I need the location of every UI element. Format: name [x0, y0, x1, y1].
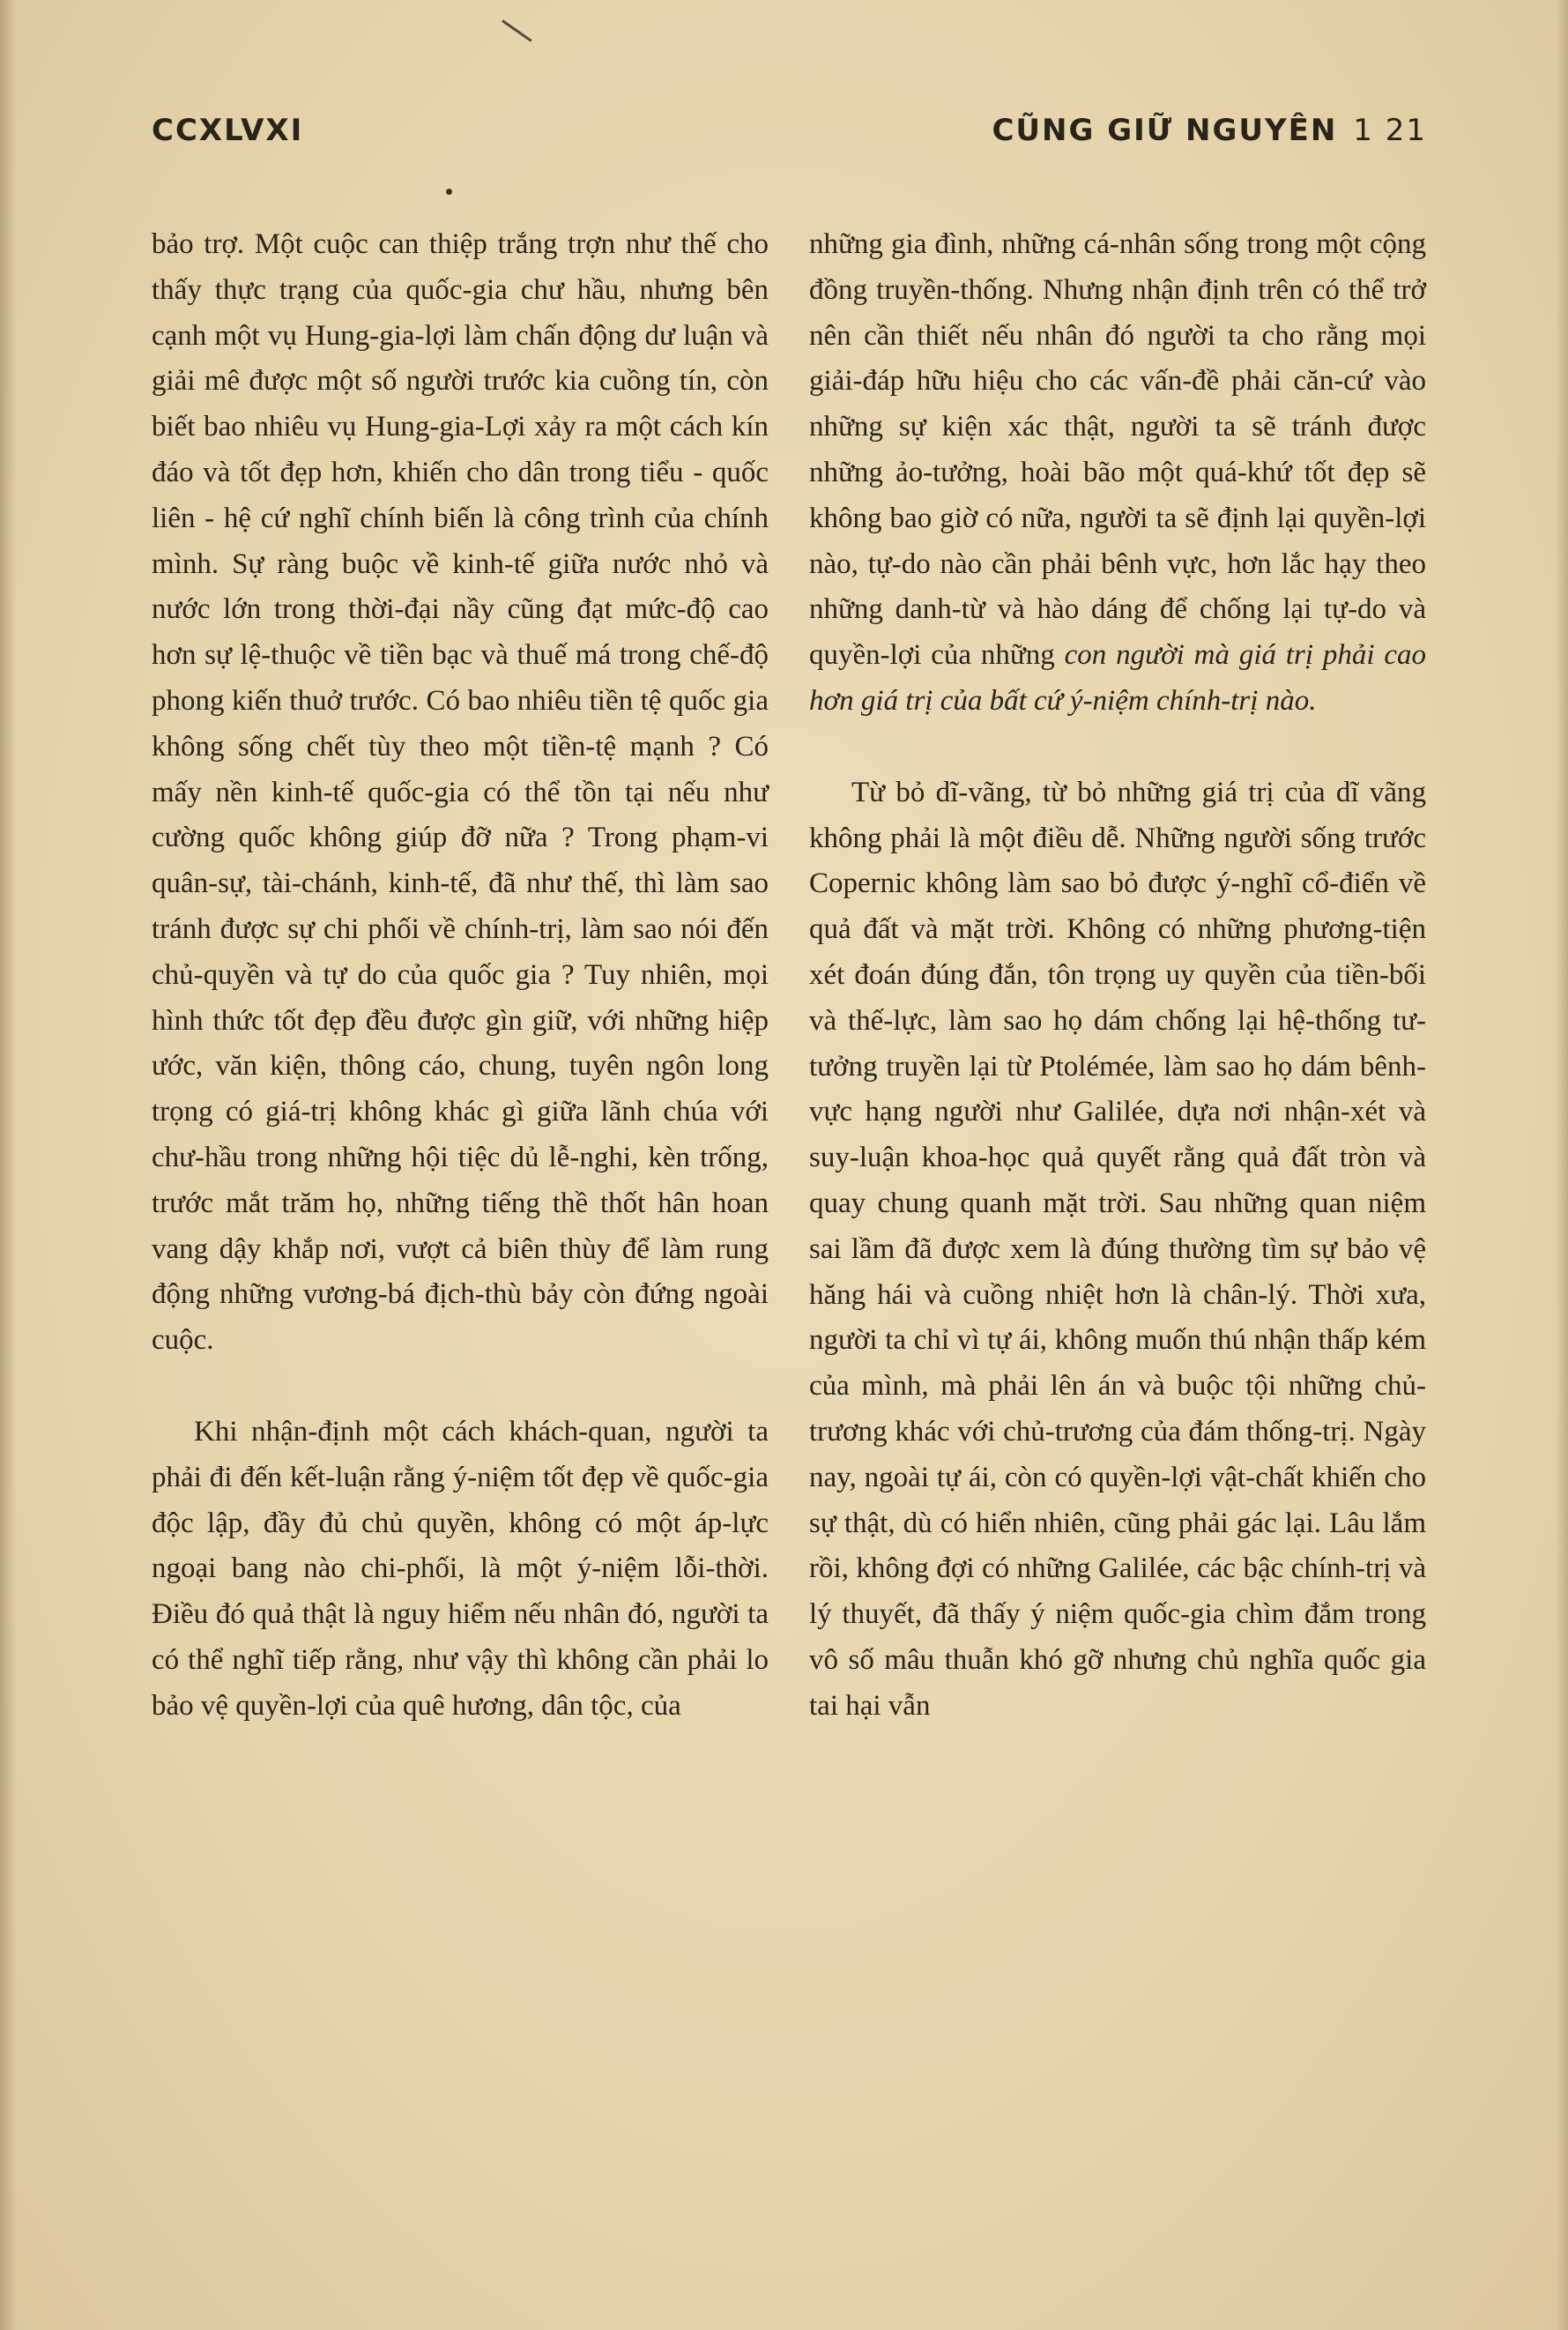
right-paragraph-1-italic: con người mà giá trị phải cao hơn giá trị của bất cứ ý-niệm chính-trị nào. [809, 639, 1426, 717]
page-edge-left [0, 0, 16, 2330]
ink-dot [446, 189, 452, 195]
right-paragraph-1 [809, 222, 1426, 725]
page-number: 1 21 [1353, 113, 1427, 148]
right-column [809, 222, 1426, 1730]
page-edge-right [1556, 0, 1568, 2330]
right-paragraph-2: Từ bỏ dĩ-vãng, từ bỏ những giá trị của dĩ vãng không phải là một điều dễ. Những người sống trước Copernic không làm sao bỏ được ý-nghĩ cổ-điển về quả đất và mặt trời. Không có những phương-tiện xét đoán đúng đắn, tôn trọng uy quyền của tiền-bối và thế-lực, làm sao họ dám chống lại hệ-thống tư-tưởng truyền lại từ Ptolémée, làm sao họ dám bênh-vực hạng người như Galilée, dựa nơi nhận-xét và suy-luận khoa-học quả quyết rằng quả đất tròn và quay chung quanh mặt trời. Sau những quan niệm sai lầm đã được xem là đúng thường tìm sự bảo vệ hăng hái và cuồng nhiệt hơn là chân-lý. Thời xưa, người ta chỉ vì tự ái, không muốn thú nhận thấp kém của mình, mà phải lên án và buộc tội những chủ-trương khác với chủ-trương của đám thống-trị. Ngày nay, ngoài tự ái, còn có quyền-lợi vật-chất khiến cho sự thật, dù có hiển nhiên, cũng phải gác lại. Lâu lắm rồi, không đợi có những Galilée, các bậc chính-trị và lý thuyết, đã thấy ý niệm quốc-gia chìm đắm trong vô số mâu thuẫn khó gỡ nhưng chủ nghĩa quốc gia tai hại vẫn [809, 776, 1426, 1722]
left-paragraph-1: bảo trợ. Một cuộc can thiệp trắng trợn như thế cho thấy thực trạng của quốc-gia chư hầu, nhưng bên cạnh một vụ Hung-gia-lợi làm chấn động dư luận và giải mê được một số người trước kia cuồng tín, còn biết bao nhiêu vụ Hung-gia-Lợi xảy ra một cách kín đáo và tốt đẹp hơn, khiến cho dân trong tiểu - quốc liên - hệ cứ nghĩ chính biến là công trình của chính mình. Sự ràng buộc về kinh-tế giữa nước nhỏ và nước lớn trong thời-đại nầy cũng đạt mức-độ cao hơn sự lệ-thuộc về tiền bạc và thuế má trong chế-độ phong kiến thuở trước. Có bao nhiêu tiền tệ quốc gia không sống chết tùy theo một tiền-tệ mạnh ? Có mấy nền kinh-tế quốc-gia có thể tồn tại nếu như cường quốc không giúp đỡ nữa ? Trong phạm-vi quân-sự, tài-chánh, kinh-tế, đã như thế, thì làm sao tránh được sự chi phối về chính-trị, làm sao nói đến chủ-quyền và tự do của quốc gia ? Tuy nhiên, mọi hình thức tốt đẹp đều được gìn giữ, với những hiệp ước, văn kiện, thông cáo, chung, tuyên ngôn long trọng có giá-trị không khác gì giữa lãnh chúa với chư-hầu trong những hội tiệc dủ lễ-nghi, kèn trống, trước mắt trăm họ, những tiếng thề thốt hân hoan vang dậy khắp nơi, vượt cả biên thùy để làm rung động những vương-bá địch-thù bảy còn đứng ngoài cuộc. [152, 228, 769, 1357]
running-header-left: CCXLVXI [152, 113, 304, 148]
left-paragraph-2: Khi nhận-định một cách khách-quan, người ta phải đi đến kết-luận rằng ý-niệm tốt đẹp về quốc-gia độc lập, đầy đủ chủ quyền, không có một áp-lực ngoại bang nào chi-phối, là một ý-niệm lỗi-thời. Điều đó quả thật là nguy hiểm nếu nhân đó, người ta có thể nghĩ tiếp rằng, như vậy thì không cần phải lo bảo vệ quyền-lợi của quê hương, dân tộc, của [152, 1415, 769, 1722]
running-header-right [992, 113, 1427, 148]
right-paragraph-1-text: những gia đình, những cá-nhân sống trong một cộng đồng truyền-thống. Nhưng nhận định trên có thể trở nên cần thiết nếu nhân đó người ta cho rằng mọi giải-đáp hữu hiệu cho các vấn-đề phải căn-cứ vào những sự kiện xác thật, người ta sẽ tránh được những ảo-tưởng, hoài bão một quá-khứ tốt đẹp sẽ không bao giờ có nữa, người ta sẽ định lại quyền-lợi nào, tự-do nào cần phải bênh vực, hơn lắc hạy theo những danh-từ và hào dáng để chống lại tự-do và quyền-lợi của những [809, 228, 1426, 672]
left-column [152, 222, 769, 1730]
running-header-title: CŨNG GIỮ NGUYÊN [992, 113, 1338, 148]
pen-mark [502, 19, 531, 41]
